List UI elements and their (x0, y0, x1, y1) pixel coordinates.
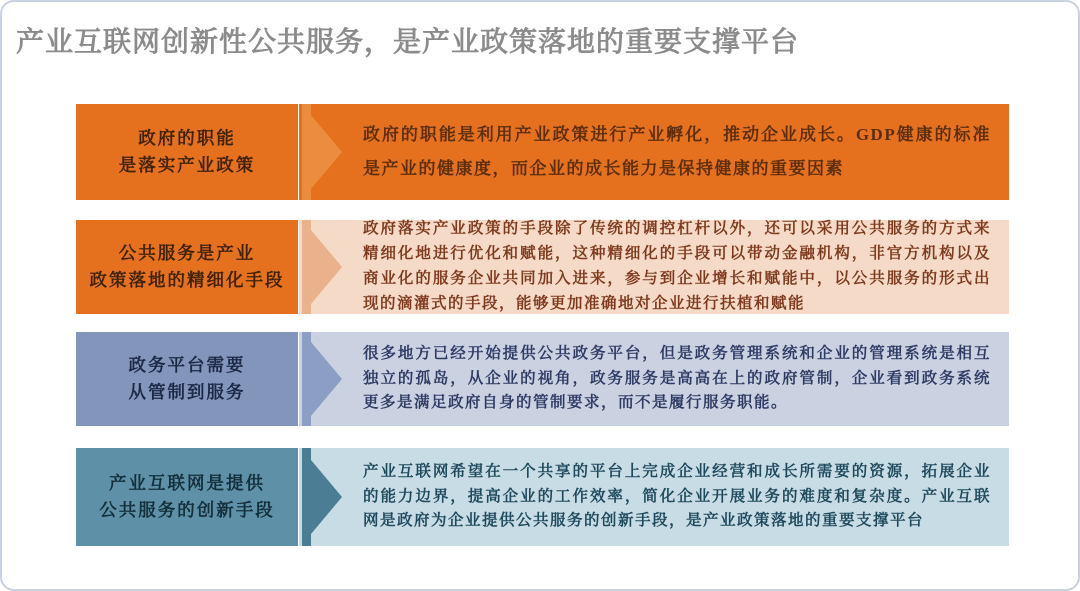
arrow-band (302, 220, 311, 314)
row-description-text: 政府的职能是利用产业政策进行产业孵化，推动企业成长。GDP健康的标准是产业的健康度，而企业的成长能力是保持健康的重要因素 (363, 125, 991, 178)
arrow-right-icon (311, 230, 342, 304)
arrow-band (302, 104, 311, 200)
row-label-line2: 从管制到服务 (128, 382, 246, 402)
arrow-right-icon (311, 342, 342, 416)
row-label-box (76, 332, 298, 426)
row-label-box (76, 448, 298, 546)
row-label-line1: 政务平台需要 (128, 354, 246, 375)
row-description-text: 产业互联网希望在一个共享的平台上完成企业经营和成长所需要的资源，拓展企业的能力边界，提高企业的工作效率，简化企业开展业务的难度和复杂度。产业互联网是政府为企业提供公共服务的创新手段，是产业政策落地的重要支撑平台 (363, 462, 991, 530)
row-label-box (76, 104, 298, 200)
row-label-line2: 公共服务的创新手段 (99, 500, 275, 520)
row-description-panel (299, 220, 1009, 314)
page-title: 产业互联网创新性公共服务，是产业政策落地的重要支撑平台 (16, 26, 800, 57)
arrow-band (302, 448, 311, 546)
row-description-panel (299, 332, 1009, 426)
row-label-line1: 公共服务是产业 (118, 242, 256, 263)
row-label-box (76, 220, 298, 314)
row-description-panel (299, 448, 1009, 546)
policy-row-government-role (76, 104, 1009, 200)
policy-row-industrial-internet (76, 448, 1009, 546)
row-label-line2: 政策落地的精细化手段 (89, 270, 285, 290)
arrow-right-icon (311, 115, 342, 189)
policy-row-public-service (76, 220, 1009, 314)
row-description-panel (299, 104, 1009, 200)
row-label-line1: 政府的职能 (138, 127, 236, 148)
row-label-line1: 产业互联网是提供 (109, 472, 265, 493)
arrow-right-icon (311, 460, 342, 534)
arrow-band (302, 332, 311, 426)
policy-row-gov-platform (76, 332, 1009, 426)
row-label-line2: 是落实产业政策 (118, 155, 256, 175)
row-description-text: 很多地方已经开始提供公共政务平台，但是政务管理系统和企业的管理系统是相互独立的孤岛，从企业的视角，政务服务是高高在上的政府管制，企业看到政务系统更多是满足政府自身的管制要求，而不是履行服务职能。 (363, 344, 991, 412)
row-description-text: 政府落实产业政策的手段除了传统的调控杠杆以外，还可以采用公共服务的方式来精细化地进行优化和赋能，这种精细化的手段可以带动金融机构，非官方机构以及商业化的服务企业共同加入进来，参与到企业增长和赋能中，以公共服务的形式出现的滴灌式的手段，能够更加准确地对企业进行扶植和赋能 (363, 220, 991, 312)
